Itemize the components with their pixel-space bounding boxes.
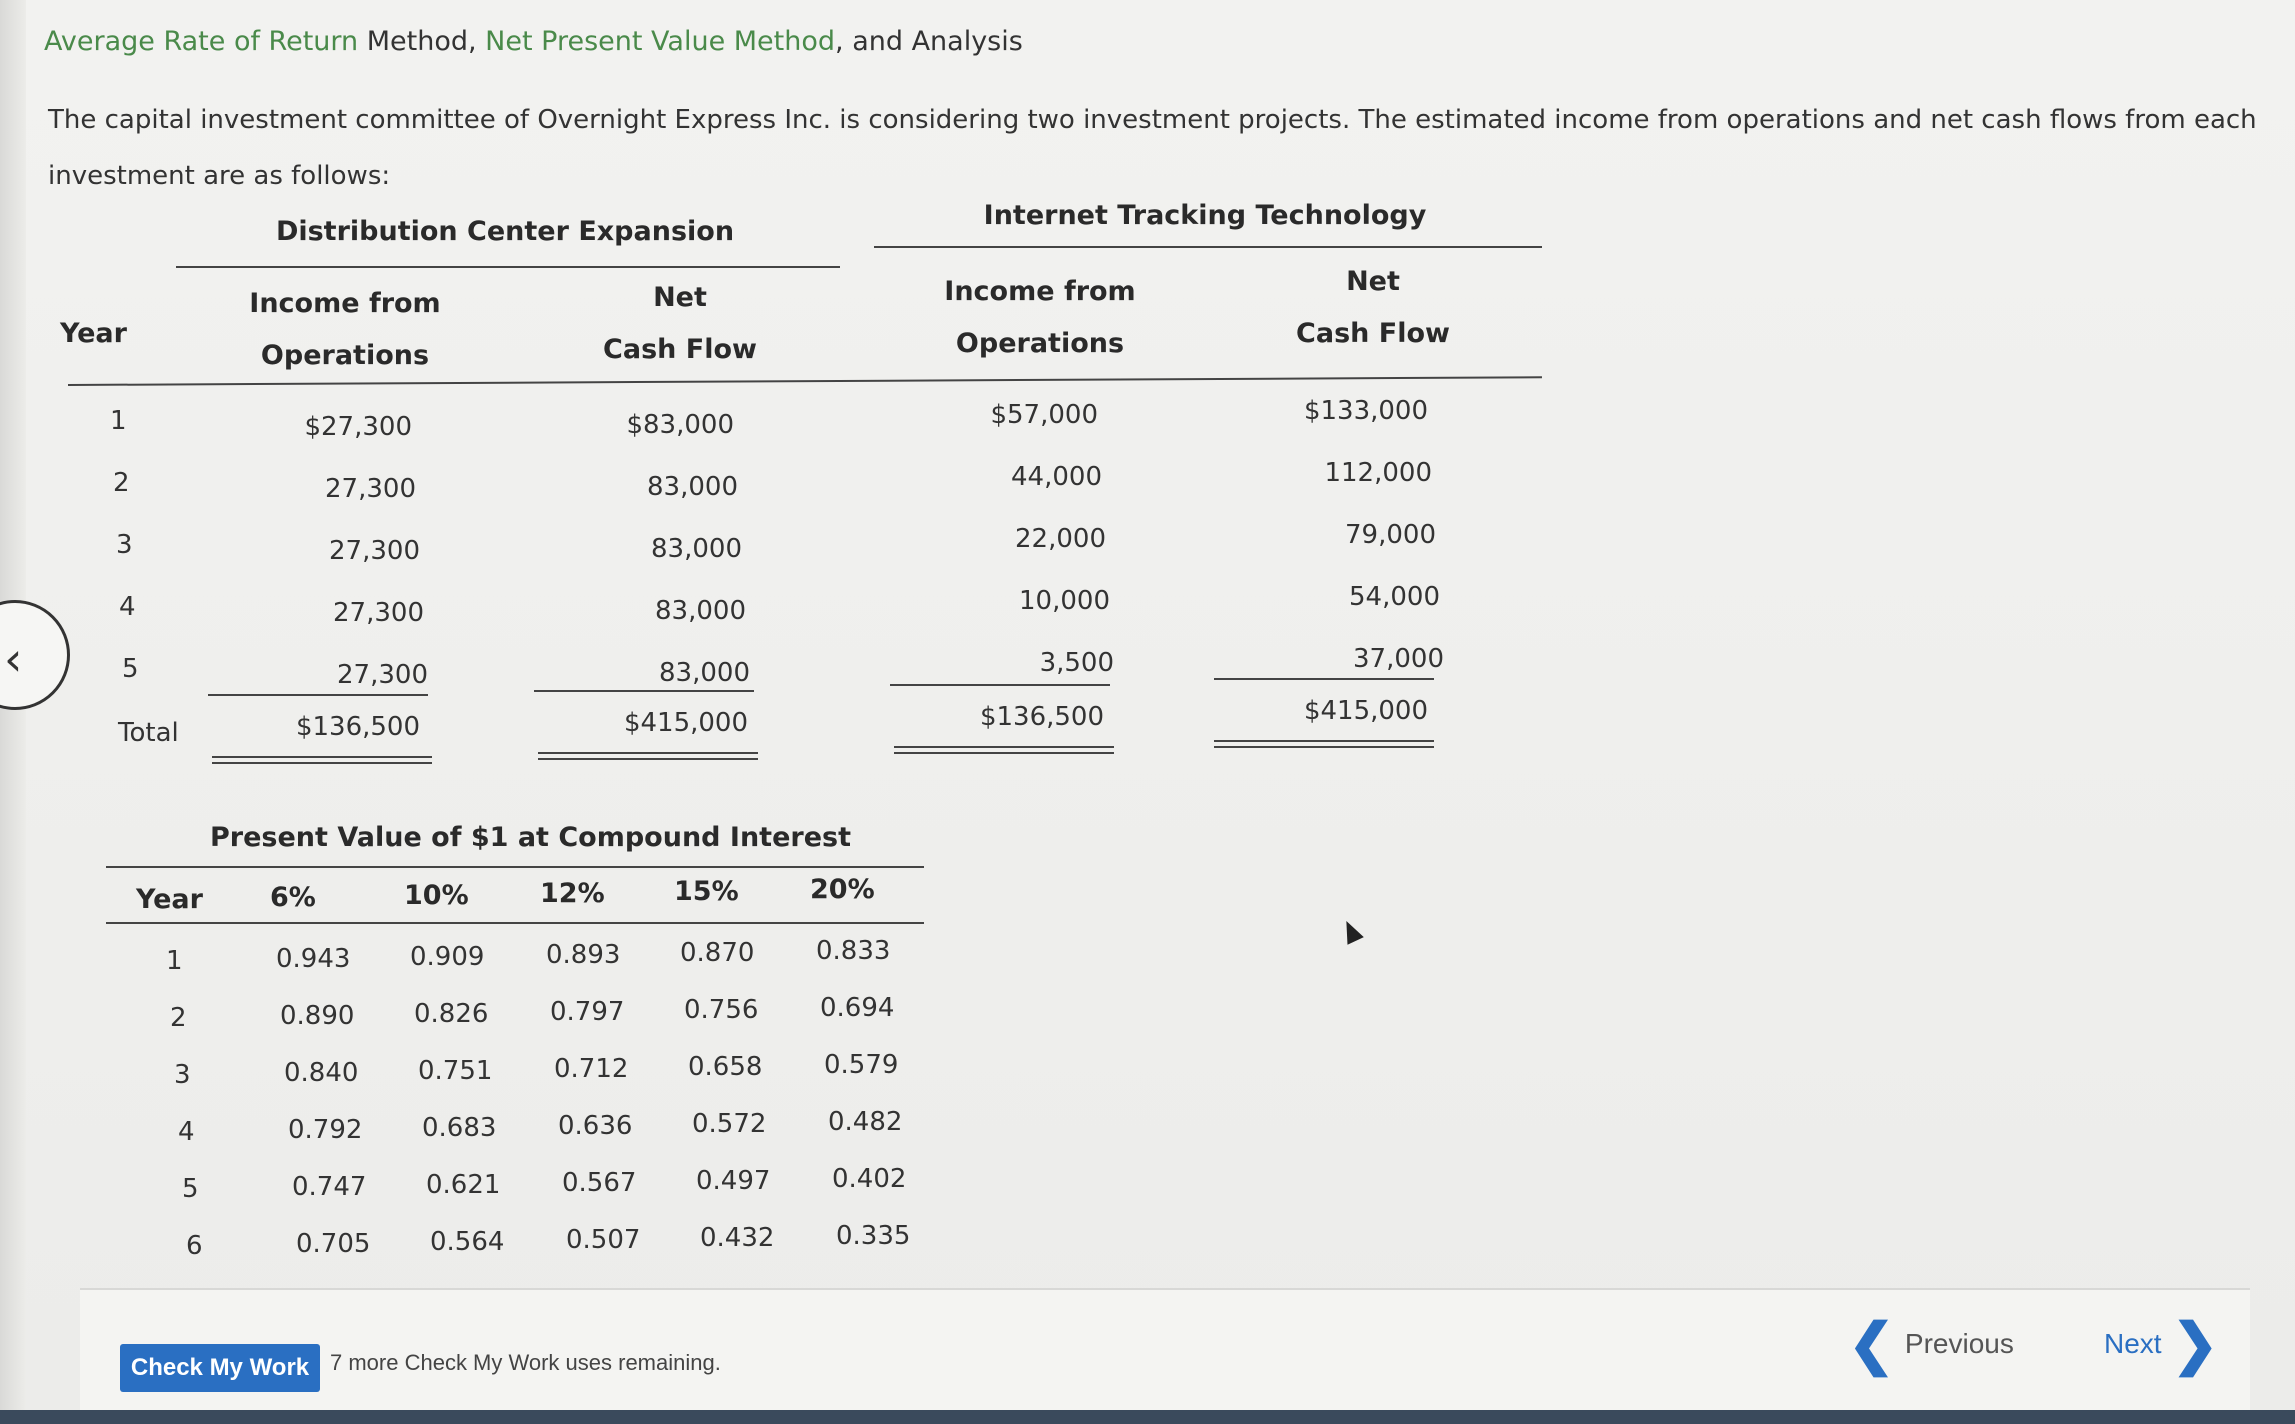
pv-value-cell: 0.909 [410,942,485,972]
pv-value-cell: 0.756 [684,995,759,1025]
pv-value-cell: 0.943 [276,944,351,974]
pv-value-cell: 0.751 [418,1056,493,1086]
chevron-left-icon: ❮ [1848,1312,1895,1375]
itt-cash-cell: 54,000 [1349,582,1440,612]
chevron-right-icon: ❯ [2171,1312,2219,1375]
pv-value-cell: 0.840 [284,1058,359,1088]
bottom-strip [0,1410,2295,1424]
itt-income-total: $136,500 [979,702,1104,732]
itt-income-total-double-rule [894,746,1114,754]
dce-cash-cell: 83,000 [651,534,742,564]
itt-cash-cell: 112,000 [1324,458,1432,488]
pv-value-cell: 0.432 [700,1223,775,1253]
itt-cash-total: $415,000 [1303,696,1428,726]
pv-value-cell: 0.792 [288,1115,363,1145]
pv-value-cell: 0.579 [824,1050,899,1080]
itt-cash-header-l2: Cash Flow [1296,318,1450,349]
pv-10-header: 10% [404,880,469,911]
pv-title: Present Value of $1 at Compound Interest [210,822,851,853]
title-link-average-rate[interactable]: Average Rate of Return [44,26,359,57]
title-link-npv[interactable]: Net Present Value Method [485,26,836,57]
previous-label: Previous [1904,1328,2014,1359]
pv-year-cell: 4 [178,1117,195,1147]
pv-value-cell: 0.893 [546,940,621,970]
year-cell: 2 [113,468,130,498]
pv-header-rule [106,922,924,924]
itt-cash-header-l1: Net [1346,266,1400,297]
next-label: Next [2104,1328,2162,1359]
itt-income-cell: $57,000 [990,400,1098,430]
pv-year-cell: 1 [166,946,183,976]
pv-year-header: Year [136,884,203,915]
dce-income-subtotal-rule [208,694,428,696]
dce-income-cell: 27,300 [337,660,428,690]
pv-value-cell: 0.870 [680,938,755,968]
pv-title-rule [106,866,924,868]
pv-value-cell: 0.572 [692,1109,767,1139]
pv-value-cell: 0.621 [426,1170,501,1200]
dce-cash-cell: 83,000 [647,472,738,502]
pv-value-cell: 0.890 [280,1001,355,1031]
pv-value-cell: 0.335 [836,1221,911,1251]
itt-income-cell: 10,000 [1019,586,1110,616]
pv-value-cell: 0.797 [550,997,625,1027]
dce-income-cell: 27,300 [329,536,420,566]
itt-cash-cell: $133,000 [1303,396,1428,426]
year-cell: 4 [119,592,136,622]
pv-year-cell: 2 [170,1003,187,1033]
pv-value-cell: 0.826 [414,999,489,1029]
itt-income-cell: 44,000 [1011,462,1102,492]
dce-income-total-double-rule [212,756,432,764]
dce-cash-total: $415,000 [623,708,748,738]
dce-cash-cell: $83,000 [626,410,734,440]
title-text-tail: , and Analysis [835,26,1023,57]
dce-cash-header-l2: Cash Flow [603,334,757,365]
intro-paragraph: The capital investment committee of Overnight Express Inc. is considering two investment projects. The estimated income from operations and net cash flows from each investment are as follows: [48,105,2257,191]
pv-6-header: 6% [270,882,316,913]
remaining-uses-text: 7 more Check My Work uses remaining. [330,1350,721,1375]
itt-cash-cell: 37,000 [1353,644,1444,674]
year-cell: 3 [116,530,133,560]
dce-income-cell: 27,300 [325,474,416,504]
pv-value-cell: 0.402 [832,1164,907,1194]
pv-20-header: 20% [810,874,875,905]
itt-income-subtotal-rule [890,684,1110,686]
pv-value-cell: 0.705 [296,1229,371,1259]
itt-cash-cell: 79,000 [1345,520,1436,550]
page-title [44,26,1023,57]
pv-year-cell: 5 [182,1174,199,1204]
pv-value-cell: 0.497 [696,1166,771,1196]
check-my-work-button[interactable]: Check My Work [120,1344,320,1392]
itt-income-header-l2: Operations [955,328,1125,359]
dce-income-header-l2: Operations [260,340,430,371]
pv-value-cell: 0.747 [292,1172,367,1202]
dce-income-header-l1: Income from [249,288,441,319]
pv-year-cell: 3 [174,1060,191,1090]
itt-income-header-l1: Income from [944,276,1136,307]
pv-12-header: 12% [540,878,605,909]
dce-cash-total-double-rule [538,752,758,760]
dce-title-rule [176,266,840,268]
itt-cash-total-double-rule [1214,740,1434,748]
pv-value-cell: 0.507 [566,1225,641,1255]
pv-value-cell: 0.564 [430,1227,505,1257]
dce-income-cell: 27,300 [333,598,424,628]
itt-title-rule [874,246,1542,248]
pv-value-cell: 0.658 [688,1052,763,1082]
pv-value-cell: 0.567 [562,1168,637,1198]
pv-year-cell: 6 [186,1231,203,1261]
chevron-left-icon[interactable]: ‹ [4,632,23,686]
dce-title: Distribution Center Expansion [275,216,735,247]
itt-title: Internet Tracking Technology [983,200,1427,231]
dce-income-cell: $27,300 [304,412,412,442]
pv-value-cell: 0.482 [828,1107,903,1137]
itt-income-cell: 3,500 [1039,648,1114,678]
itt-income-cell: 22,000 [1015,524,1106,554]
year-cell: 5 [122,654,139,684]
header-rule [68,376,1542,386]
itt-cash-subtotal-rule [1214,678,1434,680]
title-text: Method, [358,26,486,57]
left-edge [0,0,26,1424]
year-header: Year [60,318,127,349]
next-button[interactable] [2104,1312,2219,1375]
pv-value-cell: 0.694 [820,993,895,1023]
pv-value-cell: 0.833 [816,936,891,966]
dce-cash-cell: 83,000 [655,596,746,626]
pv-value-cell: 0.636 [558,1111,633,1141]
dce-cash-header-l1: Net [653,282,707,313]
pv-value-cell: 0.712 [554,1054,629,1084]
pv-15-header: 15% [674,876,739,907]
dce-income-total: $136,500 [295,712,420,742]
dce-cash-subtotal-rule [534,690,754,692]
total-label: Total [118,718,179,748]
dce-cash-cell: 83,000 [659,658,750,688]
previous-button[interactable] [1848,1312,2014,1375]
pv-value-cell: 0.683 [422,1113,497,1143]
year-cell: 1 [110,406,127,436]
mouse-cursor-icon [1338,917,1364,945]
